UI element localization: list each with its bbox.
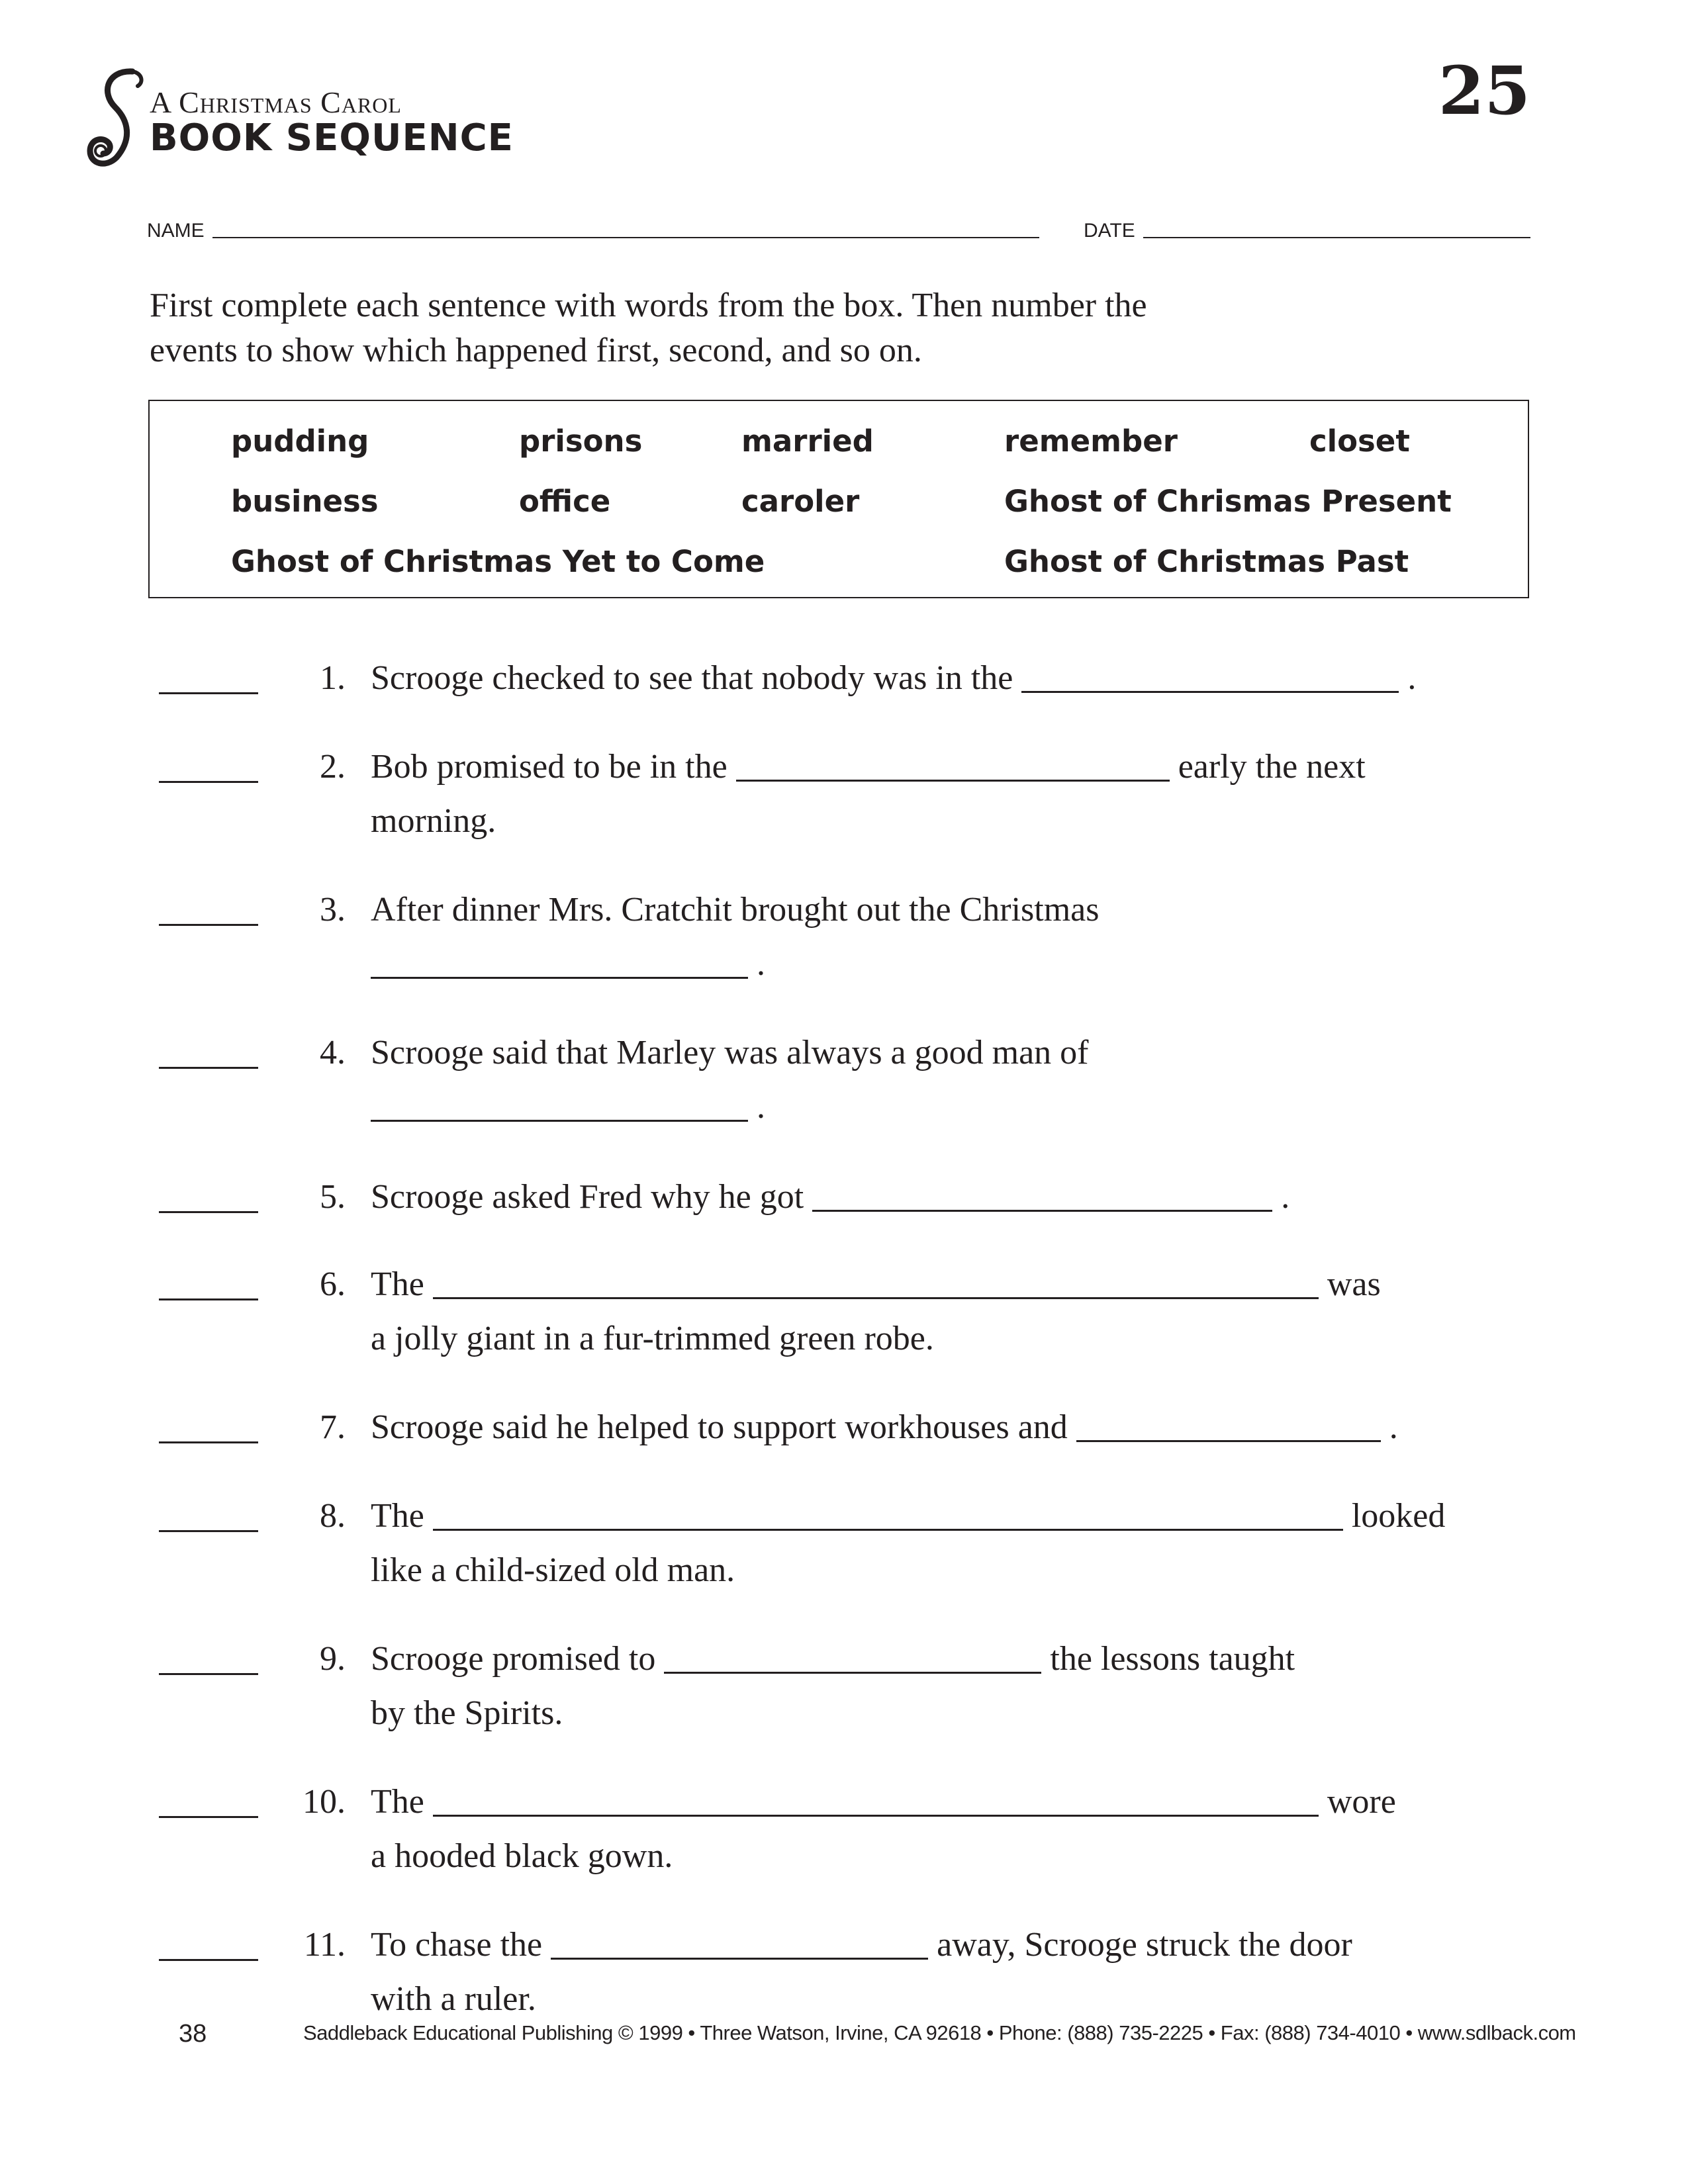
word-married: married (741, 424, 874, 459)
question-text-end: . (1281, 1178, 1290, 1216)
name-field[interactable] (147, 216, 1039, 242)
word-business: business (231, 484, 379, 519)
question-continuation: by the Spirits. (371, 1694, 563, 1732)
answer-blank-7[interactable] (1076, 1440, 1381, 1442)
sequence-blank-11[interactable] (159, 1959, 258, 1961)
answer-blank-5[interactable] (812, 1210, 1272, 1212)
question-text-end: wore (1327, 1783, 1396, 1821)
footer-page-number: 38 (179, 2020, 207, 2048)
instructions-line-2: events to show which happened first, second, and so on. (150, 332, 922, 369)
question-2 (371, 740, 1536, 848)
question-text: Scrooge checked to see that nobody was in the (371, 659, 1013, 697)
word-pudding: pudding (231, 424, 369, 459)
question-text-end: away, Scrooge struck the door (937, 1926, 1352, 1964)
question-number: 6. (320, 1265, 346, 1303)
date-line[interactable] (1143, 237, 1530, 238)
question-continuation: with a ruler. (371, 1980, 536, 2018)
answer-blank-9[interactable] (664, 1672, 1041, 1674)
answer-blank-10[interactable] (433, 1815, 1319, 1817)
word-closet: closet (1309, 424, 1410, 459)
question-10 (371, 1775, 1536, 1884)
question-6 (371, 1257, 1536, 1366)
question-text: Scrooge asked Fred why he got (371, 1178, 804, 1216)
word-caroler: caroler (741, 484, 860, 519)
question-11 (371, 1918, 1536, 2026)
word-ghost-past: Ghost of Christmas Past (1004, 544, 1409, 579)
question-continuation: like a child-sized old man. (371, 1551, 735, 1589)
sequence-blank-1[interactable] (159, 692, 258, 694)
instructions (150, 283, 1407, 373)
word-prisons: prisons (519, 424, 643, 459)
question-9 (371, 1632, 1536, 1741)
date-label: DATE (1084, 220, 1135, 242)
sequence-blank-10[interactable] (159, 1816, 258, 1818)
question-text: The (371, 1265, 424, 1303)
question-number: 7. (320, 1408, 346, 1446)
question-text: Scrooge said he helped to support workhouses and (371, 1408, 1068, 1446)
question-number: 2. (320, 748, 346, 786)
name-line[interactable] (212, 237, 1039, 238)
question-7 (371, 1400, 1398, 1455)
word-ghost-present: Ghost of Chrismas Present (1004, 484, 1452, 519)
sequence-blank-6[interactable] (159, 1298, 258, 1300)
question-number: 1. (320, 659, 346, 697)
word-remember: remember (1004, 424, 1178, 459)
question-number: 8. (320, 1497, 346, 1535)
question-continuation: a hooded black gown. (371, 1837, 673, 1875)
question-text-end: was (1327, 1265, 1381, 1303)
question-number: 9. (320, 1640, 346, 1678)
sequence-blank-5[interactable] (159, 1211, 258, 1213)
question-8 (371, 1489, 1536, 1598)
question-text: To chase the (371, 1926, 543, 1964)
sequence-blank-2[interactable] (159, 781, 258, 783)
question-number: 11. (303, 1926, 346, 1964)
question-text: The (371, 1497, 424, 1535)
sequence-blank-8[interactable] (159, 1530, 258, 1532)
name-label: NAME (147, 220, 205, 242)
answer-blank-8[interactable] (433, 1529, 1343, 1531)
date-field[interactable] (1084, 216, 1530, 242)
question-text: After dinner Mrs. Cratchit brought out the Christmas (371, 891, 1100, 929)
question-text-end: . (757, 1088, 765, 1126)
question-text-end: . (1407, 659, 1417, 697)
series-title: A Christmas Carol (150, 85, 402, 119)
question-text: Scrooge said that Marley was always a good man of (371, 1034, 1089, 1071)
answer-blank-4[interactable] (371, 1120, 748, 1122)
question-number: 10. (303, 1783, 346, 1821)
instructions-line-1: First complete each sentence with words from the box. Then number the (150, 287, 1147, 324)
question-text-end: early the next (1178, 748, 1366, 786)
answer-blank-6[interactable] (433, 1297, 1319, 1299)
sequence-blank-3[interactable] (159, 924, 258, 926)
question-number: 4. (320, 1034, 346, 1071)
sequence-blank-7[interactable] (159, 1441, 258, 1443)
answer-blank-11[interactable] (551, 1958, 928, 1960)
answer-blank-1[interactable] (1021, 691, 1399, 693)
sequence-blank-4[interactable] (159, 1067, 258, 1069)
question-text-end: . (757, 945, 765, 983)
footer-publisher: Saddleback Educational Publishing © 1999 • Three Watson, Irvine, CA 92618 • Phone: (888) 735-2225 • Fax: (888) 734-4010 • www.sdlback.com (303, 2021, 1576, 2044)
question-continuation: morning. (371, 802, 496, 840)
question-text-end: the lessons taught (1050, 1640, 1295, 1678)
sheet-title: BOOK SEQUENCE (150, 116, 514, 159)
question-3 (371, 883, 1536, 991)
answer-blank-3[interactable] (371, 977, 748, 979)
word-office: office (519, 484, 611, 519)
page-number: 25 (1438, 52, 1530, 130)
question-1 (371, 651, 1416, 705)
question-4 (371, 1026, 1536, 1134)
sequence-blank-9[interactable] (159, 1673, 258, 1675)
question-text-end: looked (1351, 1497, 1446, 1535)
answer-blank-2[interactable] (736, 780, 1170, 782)
question-number: 3. (320, 891, 346, 929)
question-text: Bob promised to be in the (371, 748, 727, 786)
question-number: 5. (320, 1178, 346, 1216)
question-text: Scrooge promised to (371, 1640, 656, 1678)
question-text: The (371, 1783, 424, 1821)
question-text-end: . (1389, 1408, 1398, 1446)
saddleback-logo (81, 66, 154, 172)
question-continuation: a jolly giant in a fur-trimmed green robe. (371, 1320, 934, 1357)
word-ghost-yet-to-come: Ghost of Christmas Yet to Come (231, 544, 765, 579)
question-5 (371, 1170, 1289, 1224)
